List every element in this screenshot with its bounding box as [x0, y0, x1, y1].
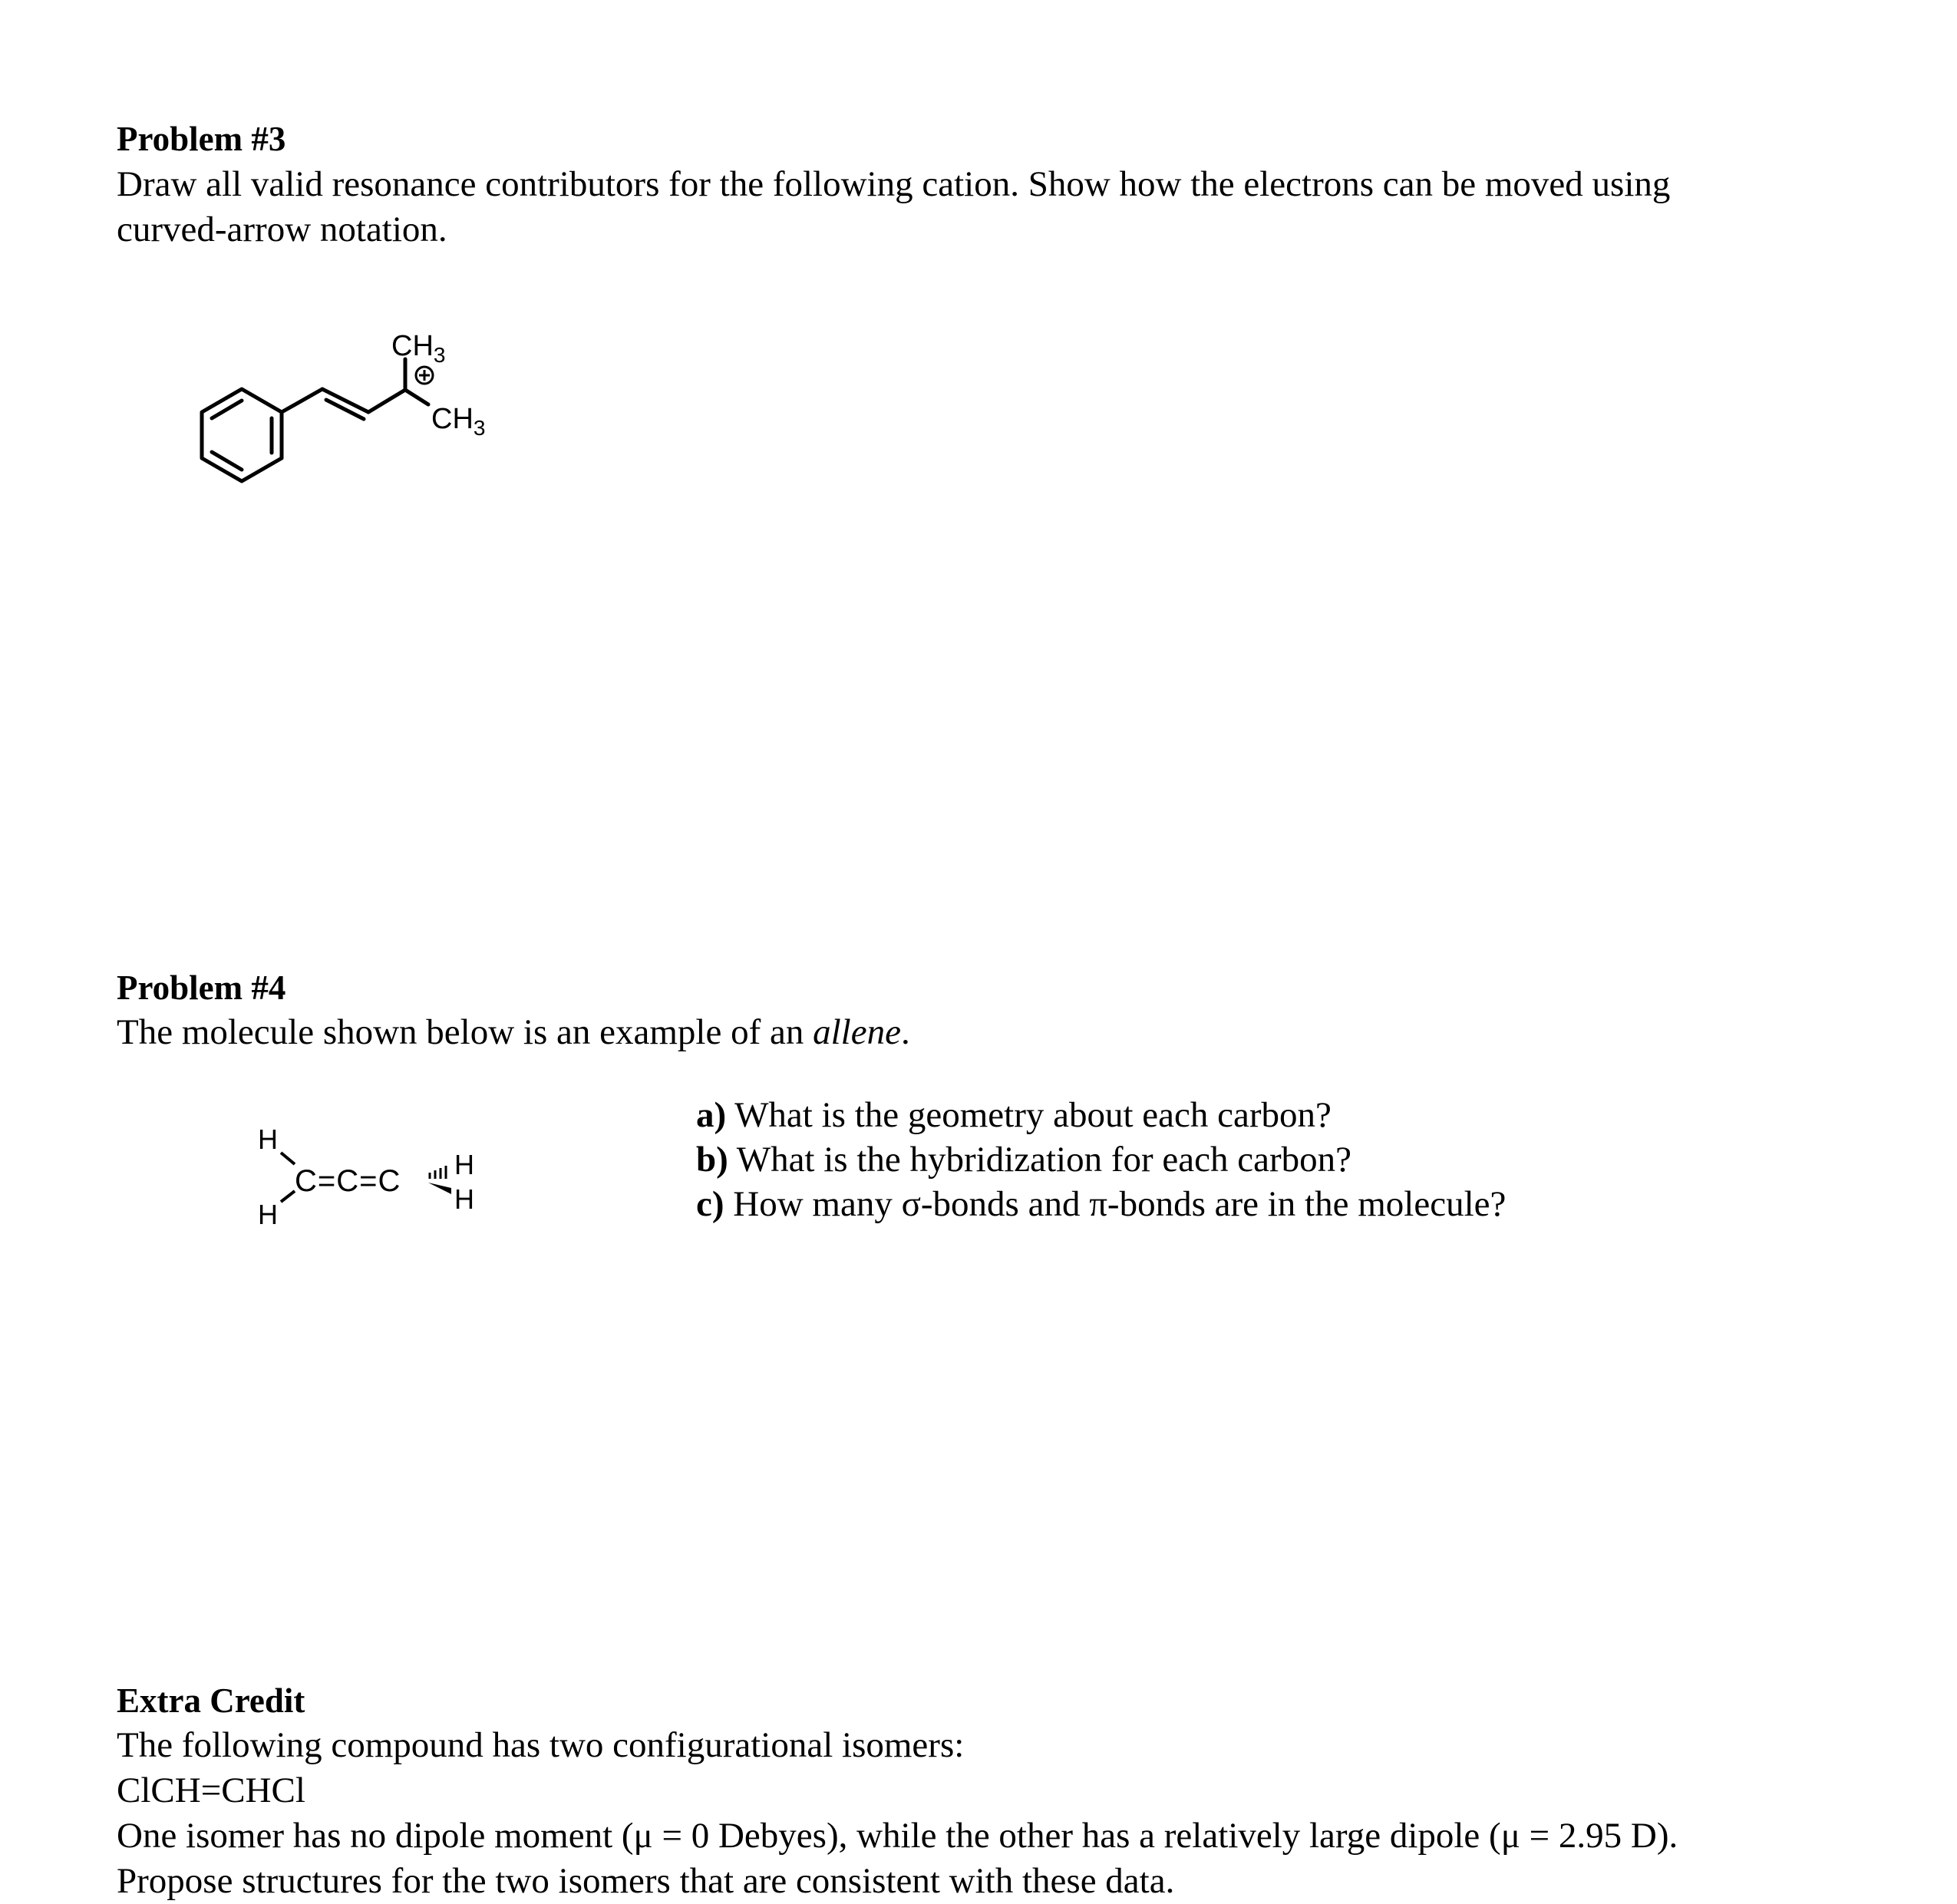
dichloroethene-formula: ClCH=CHCl	[117, 1770, 305, 1810]
problem-3-text-line-1: Draw all valid resonance contributors for the following cation. Show how the electrons can be moved using	[117, 164, 1671, 204]
hashed-wedge-bond	[430, 1166, 446, 1179]
question-c	[696, 1182, 1506, 1226]
problem-3-text	[117, 162, 1670, 252]
problem-4-text	[117, 1010, 910, 1055]
question-a-text: What is the geometry about each carbon?	[734, 1095, 1332, 1135]
h-top-left-label: H	[258, 1124, 278, 1155]
extra-credit-line-3: Propose structures for the two isomers that are consistent with these data.	[117, 1861, 1175, 1901]
question-b	[696, 1137, 1506, 1182]
question-b-label: b)	[696, 1140, 728, 1180]
extra-credit-heading: Extra Credit	[117, 1681, 305, 1720]
solid-wedge-bond	[428, 1183, 451, 1194]
cation-structure	[184, 307, 507, 491]
question-a-label: a)	[696, 1095, 727, 1135]
h-top-right-label: H	[454, 1149, 474, 1180]
question-c-label: c)	[696, 1184, 724, 1224]
extra-credit-text	[117, 1723, 1678, 1904]
allene-term: allene	[813, 1012, 901, 1052]
problem-3-heading: Problem #3	[117, 120, 286, 158]
question-a	[696, 1093, 1506, 1137]
ch3-right-label: $CH_3$	[431, 403, 486, 440]
allene-questions	[696, 1093, 1506, 1226]
question-b-text: What is the hybridization for each carbon?	[736, 1140, 1351, 1180]
benzene-ring	[202, 389, 282, 481]
h-bottom-left-label: H	[258, 1199, 278, 1230]
problem-4-heading: Problem #4	[117, 968, 286, 1007]
problem-4-text-prefix: The molecule shown below is an example of an	[117, 1012, 813, 1052]
ch3-top-label: $CH_3$	[391, 330, 446, 367]
allene-chain-label: C=C=C	[295, 1164, 401, 1198]
problem-3-text-line-2: curved-arrow notation.	[117, 210, 447, 249]
extra-credit-line-1-text: The following compound has two configurational isomers:	[117, 1725, 965, 1765]
extra-credit-line-1	[117, 1723, 1678, 1813]
problem-4-text-suffix: .	[900, 1012, 910, 1052]
alkene-chain	[282, 359, 428, 419]
question-c-text: How many σ-bonds and π-bonds are in the molecule?	[733, 1184, 1507, 1224]
problem-4-text-line	[117, 1010, 910, 1055]
allene-structure	[246, 1113, 499, 1236]
extra-credit-line-2: One isomer has no dipole moment (μ = 0 Debyes), while the other has a relatively large dipole (μ = 2.95 D).	[117, 1816, 1678, 1856]
h-bottom-right-label: H	[454, 1183, 474, 1215]
